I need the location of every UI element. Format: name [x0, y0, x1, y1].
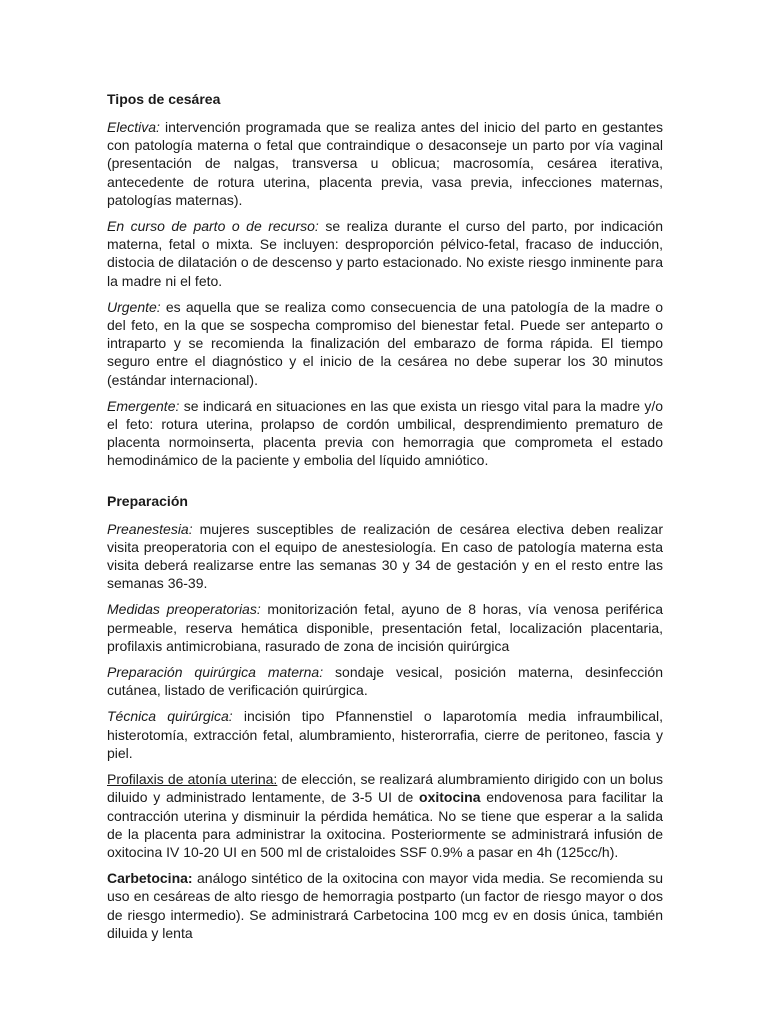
- term-atonia: Profilaxis de atonía uterina:: [107, 771, 278, 788]
- text-emergente: se indicará en situaciones en las que exista un riesgo vital para la madre y/o el feto: rotura uterina, prolapso de cordón umbilical, desprendimiento prematuro de placenta normoinserta, placenta previa con hemorragia que comprometa el estado hemodinámico de la paciente y embolia del líquido amniótico.: [107, 397, 663, 469]
- text-urgente: es aquella que se realiza como consecuencia de una patología de la madre o del feto, en la que se sospecha compromiso del bienestar fetal. Puede ser anteparto o intraparto y se recomienda la finalización del embarazo de forma rápida. El tiempo seguro entre el diagnóstico y el inicio de la cesárea no debe superar los 30 minutos (estándar internacional).: [107, 298, 663, 388]
- section-title-preparacion: Preparación: [107, 492, 188, 509]
- paragraph-tecnica: [107, 707, 663, 762]
- paragraph-medidas: [107, 600, 663, 655]
- text-preparacion-quirurgica: sondaje vesical, posición materna, desinfección cutánea, listado de verificación quirúrgica.: [107, 664, 663, 699]
- text-atonia-b: endovenosa para facilitar la contracción uterina y disminuir la pérdida hemática. No se tiene que esperar a la salida de la placenta para administrar la oxitocina. Posteriormente se administrará infusión de oxitocina IV 10-20 UI en 500 ml de cristaloides SSF 0.9% a pasar en 4h (125cc/h).: [107, 789, 664, 860]
- term-preparacion-quirurgica: Preparación quirúrgica materna:: [107, 664, 324, 681]
- paragraph-urgente: [107, 298, 663, 389]
- text-carbetocina: análogo sintético de la oxitocina con mayor vida media. Se recomienda su uso en cesáreas de alto riesgo de hemorragia postparto (un factor de riesgo mayor o dos de riesgo intermedio). Se administrará Carbetocina 100 mcg ev en dosis única, también diluida y lenta: [107, 870, 663, 941]
- paragraph-electiva: [107, 118, 663, 209]
- paragraph-en-curso: [107, 217, 663, 290]
- text-tecnica: incisión tipo Pfannenstiel o laparotomía media infraumbilical, histerotomía, extracción fetal, alumbramiento, histerorrafia, cierre de peritoneo, fascia y piel.: [107, 708, 663, 761]
- term-electiva: Electiva:: [107, 119, 160, 135]
- paragraph-preanestesia: [107, 520, 663, 593]
- term-preanestesia: Preanestesia:: [107, 520, 193, 537]
- section-title-tipos: Tipos de cesárea: [107, 91, 221, 107]
- paragraph-carbetocina: [107, 869, 663, 942]
- text-preanestesia: mujeres susceptibles de realización de cesárea electiva deben realizar visita preoperatoria con el equipo de anestesiología. En caso de patología materna esta visita deberá realizarse entre las semanas 30 y 34 de gestación y en el resto entre las semanas 36-39.: [107, 520, 663, 592]
- oxitocina-bold: oxitocina: [419, 789, 481, 806]
- text-atonia-a: de elección, se realizará alumbramiento dirigido con un bolus diluido y administrado lentamente, de 3-5 UI de: [107, 771, 663, 806]
- paragraph-atonia: [107, 770, 663, 861]
- term-urgente: Urgente:: [107, 298, 161, 315]
- text-en-curso: se realiza durante el curso del parto, por indicación materna, fetal o mixta. Se incluyen: desproporción pélvico-fetal, fracaso de inducción, distocia de dilatación o de descenso y parto estacionado. No existe riesgo inminente para la madre ni el feto.: [107, 218, 663, 289]
- term-en-curso: En curso de parto o de recurso:: [107, 218, 319, 235]
- term-carbetocina: Carbetocina:: [107, 870, 193, 887]
- term-tecnica: Técnica quirúrgica:: [107, 708, 233, 725]
- paragraph-preparacion-quirurgica: [107, 663, 663, 699]
- term-emergente: Emergente:: [107, 397, 180, 414]
- paragraph-emergente: [107, 397, 663, 470]
- text-electiva: intervención programada que se realiza antes del inicio del parto en gestantes con patología materna o fetal que contraindique o desaconseje un parto por vía vaginal (presentación de nalgas, transversa u oblicua; macrosomía, cesárea iterativa, antecedente de rotura uterina, placenta previa, vasa previa, infecciones maternas, patologías maternas).: [107, 119, 663, 208]
- term-medidas: Medidas preoperatorias:: [107, 601, 261, 618]
- text-medidas: monitorización fetal, ayuno de 8 horas, vía venosa periférica permeable, reserva hemática disponible, presentación fetal, localización placentaria, profilaxis antimicrobiana, rasurado de zona de incisión quirúrgica: [107, 601, 663, 654]
